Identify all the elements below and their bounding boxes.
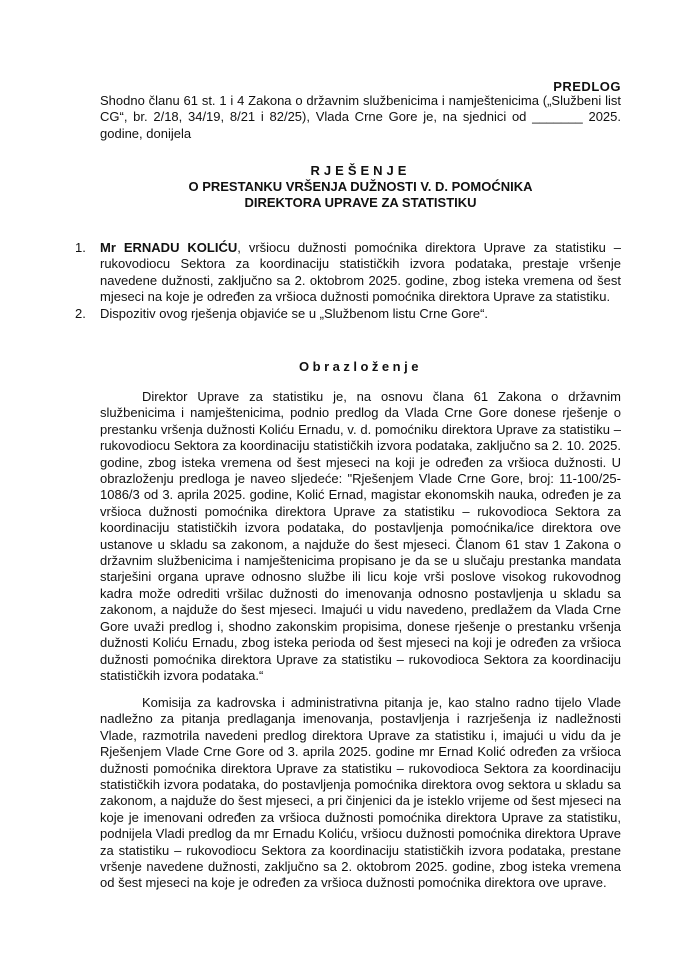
body-paragraph-2-text: Komisija za kadrovska i administrativna pitanja je, kao stalno radno tijelo Vlade nadležno za pitanja predlaganja imenovanja, postavljenja i razrješenja iz nadležnosti Vlade, razmotrila navedeni predlog direktora Uprave za statistiku i, imajući u vidu da je Rješenjem Vlade Crne Gore od 3. aprila 2025. godine mr Ernad Kolić određen za vršioca dužnosti pomoćnika direktora Uprave za statistiku – rukovodioca Sektora za koordinaciju statističkih izvora podataka, do postavljenja pomoćnika direktora ovog sektora u skladu sa zakonom, a najduže do šest mjeseci, a pri činjenici da je isteklo vrijeme od šest mjeseci na koje je imenovani određen za vršioca dužnosti pomoćnika direktora Uprave za statistiku, podnijela Vladi predlog da mr Ernadu Koliću, vršiocu dužnosti pomoćnika direktora Uprave za statistiku – rukovodiocu Sektora za koordinaciju statističkih izvora podataka, prestane vršenje navedene dužnosti, zaključno sa 2. oktobrom 2025. godine, zbog isteka vremena od šest mjeseci na koje je određen za vršioca dužnosti pomoćnika direktora ove uprave. [100,695,621,891]
body-paragraph-1-text: Direktor Uprave za statistiku je, na osnovu člana 61 Zakona o državnim službenicima i namještenicima, podnio predlog da Vlada Crne Gore donese rješenje o prestanku vršenja dužnosti Koliću Ernadu, v. d. pomoćniku direktora Uprave za statistiku – rukovodiocu Sektora za koordinaciju statističkih izvora podataka, zaključno sa 2. 10. 2025. godine, zbog isteka vremena od šest mjeseci na koji je određen za vršioca dužnosti. U obrazloženju predloga je naveo sljedeće: "Rješenjem Vlade Crne Gore, broj: 11-100/25-1086/3 od 3. aprila 2025. godine, Kolić Ernad, magistar ekonomskih nauka, određen je za vršioca dužnosti pomoćnika direktora Uprave za statistiku – rukovodioca Sektora za koordinaciju statističkih izvora podataka, do postavljenja pomoćnika/ice direktora ove ustanove u skladu sa zakonom, a najduže do šest mjeseci. Članom 61 stav 1 Zakona o državnim službenicima i namještenicima propisano je da se u slučaju prestanka mandata starješini organa uprave odnosno službe ili licu koje vrši poslove visokog rukovodnog kadra može odrediti vršilac dužnosti do imenovanja odnosno postavljenja u skladu sa zakonom, a najduže do šest mjeseci. Imajući u vidu navedeno, predlažem da Vlada Crne Gore uvaži predlog i, shodno zakonskim propisima, donese rješenje o prestanku vršenja dužnosti Koliću Ernadu, zbog isteka perioda od šest mjeseci na koji je određen za vršioca dužnosti pomoćnika direktora Uprave za statistiku – rukovodioca Sektora za koordinaciju statističkih izvora podataka.“ [100,389,621,683]
item-text: Dispozitiv ovog rješenja objaviće se u „Službenom listu Crne Gore“. [100,305,489,321]
body-paragraph-2 [100,695,621,892]
decision-items [75,240,621,322]
section-title-explanation: Obrazloženje [299,359,422,374]
intro-paragraph: Shodno članu 61 st. 1 i 4 Zakona o državnim službenicima i namještenicima („Službeni list CG“, br. 2/18, 34/19, 8/21 i 82/25), Vlada Crne Gore je, na sjednici od _______ 2025. godine, donijela [100,93,621,141]
decision-subtitle-line-2: DIREKTORA UPRAVE ZA STATISTIKU [244,195,477,210]
decision-item [75,305,621,322]
proposal-label: PREDLOG [553,79,621,94]
item-bold-name: Mr ERNADU KOLIĆU [100,240,238,255]
item-number: 2. [75,305,86,321]
item-text: , vršiocu dužnosti pomoćnika direktora Uprave za statistiku – rukovodiocu Sektora za koordinaciju statističkih izvora podataka, prestaje vršenje navedene dužnosti, zaključno sa 2. oktobrom 2025. godine, zbog isteka vremena od šest mjeseci na koje je određen za vršioca dužnosti pomoćnika direktora Uprave za statistiku. [100,240,621,305]
decision-item [75,240,621,306]
body-paragraph-1 [100,389,621,684]
item-number: 1. [75,240,86,255]
decision-title: RJEŠENJE [310,163,411,178]
decision-subtitle-line-1: O PRESTANKU VRŠENJA DUŽNOSTI V. D. POMOĆNIKA [188,179,533,194]
